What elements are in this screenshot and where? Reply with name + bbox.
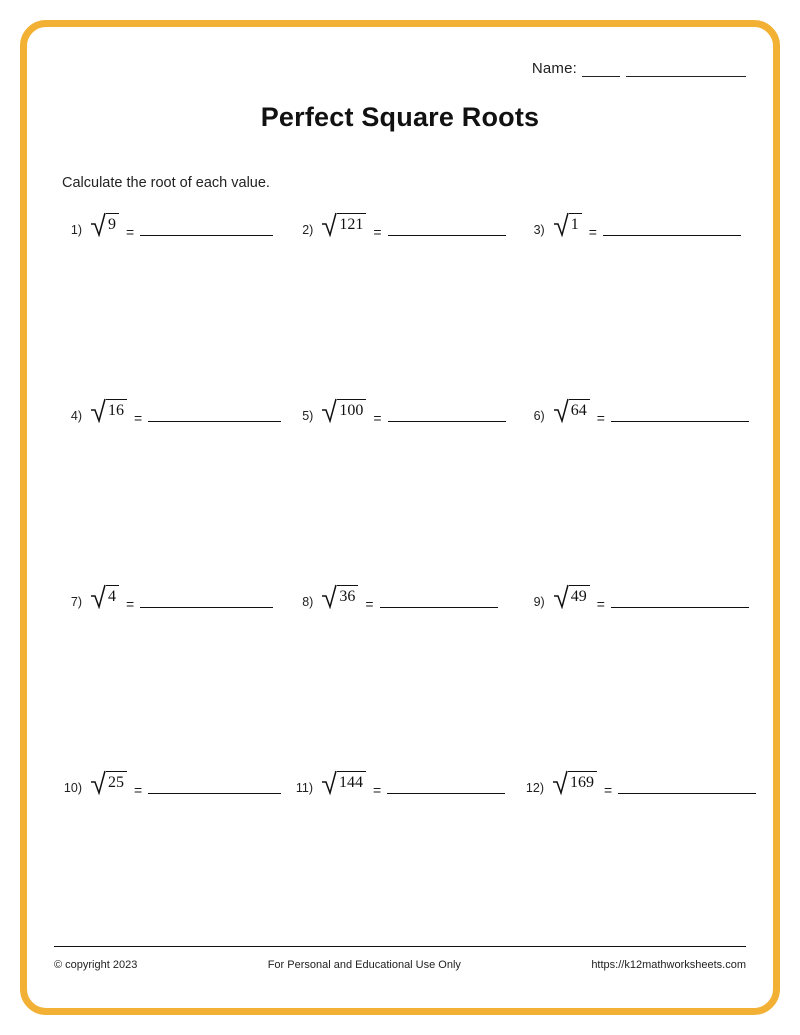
answer-blank[interactable] <box>140 606 273 608</box>
problem-row <box>56 763 754 949</box>
radicand-wrap <box>337 399 366 420</box>
problem-item <box>518 763 754 949</box>
footer-usage-note: For Personal and Educational Use Only <box>267 959 461 971</box>
answer-blank[interactable] <box>388 420 506 422</box>
radicand-wrap <box>337 585 358 606</box>
worksheet-content <box>40 40 760 995</box>
problem-number: 3) <box>533 223 545 237</box>
footer-website: https://k12mathworksheets.com <box>591 959 746 971</box>
radicand-value: 25 <box>108 774 124 791</box>
radical-symbol-icon <box>321 397 366 423</box>
problem-number: 6) <box>533 409 545 423</box>
problem-item <box>56 763 287 949</box>
equals-sign: = <box>604 782 613 798</box>
problem-number: 5) <box>302 409 314 423</box>
radicand-wrap <box>106 771 127 792</box>
radicand-value: 100 <box>339 402 364 419</box>
page-title: Perfect Square Roots <box>260 102 540 132</box>
problem-number: 12) <box>525 781 544 795</box>
radicand-value: 9 <box>108 216 116 233</box>
answer-blank[interactable] <box>611 420 749 422</box>
answer-blank[interactable] <box>611 606 749 608</box>
problem-number: 2) <box>302 223 314 237</box>
radicand-value: 1 <box>570 216 579 233</box>
problem-number: 11) <box>295 781 313 795</box>
equals-sign: = <box>126 596 135 612</box>
radical-symbol-icon <box>553 397 590 423</box>
radicand-value: 64 <box>570 402 587 419</box>
problem-item <box>287 577 518 763</box>
radicand-wrap <box>569 213 582 234</box>
problem-item <box>56 391 287 577</box>
problem-row <box>56 391 754 577</box>
footer-divider <box>54 946 746 947</box>
problem-item <box>287 391 518 577</box>
problem-item <box>519 577 754 763</box>
equals-sign: = <box>365 596 374 612</box>
name-blank-long[interactable] <box>626 62 746 77</box>
equals-sign: = <box>134 782 143 798</box>
equals-sign: = <box>373 224 382 240</box>
radicand-value: 169 <box>570 774 594 791</box>
equals-sign: = <box>596 596 605 612</box>
radicand-value: 144 <box>339 774 363 791</box>
radicand-wrap <box>106 585 119 606</box>
radicand-value: 16 <box>108 402 124 419</box>
radicand-wrap <box>337 771 366 792</box>
radical-symbol-icon <box>321 583 358 609</box>
radicand-wrap <box>569 399 590 420</box>
problem-grid <box>56 205 754 949</box>
problem-row <box>56 205 754 391</box>
radicand-value: 36 <box>339 588 356 605</box>
answer-blank[interactable] <box>380 606 498 608</box>
radical-symbol-icon <box>90 583 119 609</box>
problem-item <box>287 205 518 391</box>
answer-blank[interactable] <box>148 420 281 422</box>
problem-number: 7) <box>70 595 82 609</box>
radical-symbol-icon <box>90 769 127 795</box>
radicand-wrap <box>106 399 127 420</box>
answer-blank[interactable] <box>148 792 281 794</box>
radicand-wrap <box>568 771 597 792</box>
footer <box>54 959 746 971</box>
answer-blank[interactable] <box>140 234 273 236</box>
problem-number: 10) <box>63 781 82 795</box>
equals-sign: = <box>126 224 135 240</box>
instructions-text: Calculate the root of each value. <box>62 175 270 191</box>
problem-number: 8) <box>302 595 314 609</box>
radical-symbol-icon <box>90 397 127 423</box>
equals-sign: = <box>373 782 382 798</box>
radical-symbol-icon <box>553 583 590 609</box>
equals-sign: = <box>134 410 143 426</box>
radical-symbol-icon <box>321 211 366 237</box>
answer-blank[interactable] <box>387 792 505 794</box>
problem-number: 9) <box>533 595 545 609</box>
radicand-wrap <box>106 213 119 234</box>
equals-sign: = <box>596 410 605 426</box>
problem-item <box>287 763 518 949</box>
equals-sign: = <box>588 224 597 240</box>
name-blank-short[interactable] <box>582 62 620 77</box>
radicand-value: 4 <box>108 588 116 605</box>
radical-symbol-icon <box>552 769 597 795</box>
radical-symbol-icon <box>321 769 366 795</box>
problem-item <box>56 205 287 391</box>
name-label: Name: <box>531 60 577 77</box>
problem-number: 1) <box>70 223 82 237</box>
answer-blank[interactable] <box>388 234 506 236</box>
problem-item <box>519 391 754 577</box>
problem-number: 4) <box>70 409 82 423</box>
problem-item <box>56 577 287 763</box>
radicand-wrap <box>569 585 590 606</box>
radicand-value: 121 <box>339 216 364 233</box>
radical-symbol-icon <box>90 211 119 237</box>
problem-item <box>519 205 754 391</box>
problem-row <box>56 577 754 763</box>
radicand-wrap <box>337 213 366 234</box>
equals-sign: = <box>373 410 382 426</box>
name-field-row <box>532 60 746 77</box>
answer-blank[interactable] <box>603 234 741 236</box>
answer-blank[interactable] <box>618 792 756 794</box>
radical-symbol-icon <box>553 211 582 237</box>
footer-copyright: © copyright 2023 <box>54 959 138 971</box>
radicand-value: 49 <box>570 588 587 605</box>
